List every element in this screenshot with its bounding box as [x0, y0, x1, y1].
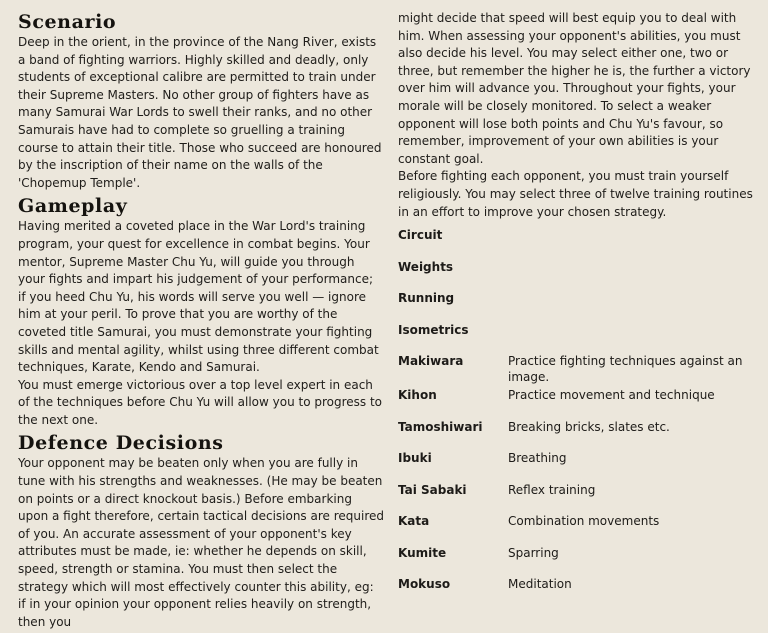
routine-row [398, 225, 756, 257]
routine-description: Practice movement and technique [508, 388, 715, 403]
defence-heading: Defence Decisions [18, 432, 224, 455]
routine-row [398, 385, 756, 417]
routine-description [508, 288, 756, 290]
routine-row [398, 288, 756, 320]
routine-name: Running [398, 291, 455, 306]
routine-description: Practice fighting techniques against an image. [508, 354, 743, 385]
routine-row [398, 448, 756, 480]
routine-description: Breathing [508, 451, 567, 466]
routine-name: Weights [398, 259, 454, 274]
routine-row [398, 574, 756, 606]
defence-text-part-1: Your opponent may be beaten only when you are fully in tune with his strengths and weaknesses. (He may be beaten on points or a direct knockout basis.) Before embarking upon a fight therefore, certain tactical decisions are required of you. An accurate assessment of your opponent's key attributes must be made, ie: whether he depends on skill, speed, strength or stamina. You must then select the strategy which will most effectively counter this ability, eg: if in your opinion your opponent relies heavily on strength, then you [18, 456, 384, 629]
gameplay-heading: Gameplay [18, 195, 128, 218]
routine-description [508, 225, 756, 227]
routine-description: Combination movements [508, 514, 660, 529]
scenario-section [18, 10, 384, 192]
routine-name: Isometrics [398, 322, 469, 337]
gameplay-text-1: Having merited a coveted place in the War Lord's training program, your quest for excellence in combat begins. Your mentor, Supreme Master Chu Yu, will guide you through your fights and impart his judgement of your performance; if you heed Chu Yu, his words will serve you well — ignore him at your peril. To prove that you are worthy of the coveted title Samurai, you must demonstrate your fighting skills and mental agility, whilst using three different combat techniques, Karate, Kendo and Samurai. [18, 219, 379, 375]
routine-row [398, 511, 756, 543]
routine-description: Sparring [508, 545, 559, 560]
routine-description: Reflex training [508, 482, 596, 497]
routine-row [398, 543, 756, 575]
routine-name: Tai Sabaki [398, 482, 467, 497]
routine-name: Makiwara [398, 354, 464, 369]
routine-row [398, 351, 756, 385]
right-column [398, 10, 756, 606]
routine-row [398, 257, 756, 289]
routine-description [508, 320, 756, 322]
routine-name: Kata [398, 514, 430, 529]
scenario-heading: Scenario [18, 11, 117, 33]
routine-description: Meditation [508, 577, 572, 592]
routine-description [508, 257, 756, 259]
routine-row [398, 417, 756, 449]
gameplay-text-2: You must emerge victorious over a top level expert in each of the techniques before Chu Yu will allow you to progress to the next one. [18, 377, 383, 427]
routine-name: Kumite [398, 545, 447, 560]
routine-description: Breaking bricks, slates etc. [508, 419, 670, 434]
defence-text-part-2: might decide that speed will best equip you to deal with him. When assessing your opponent's abilities, you must also decide his level. You may select either one, two or three, but remember the higher he is, the further a victory over him will advance you. Throughout your fights, your morale will be closely monitored. To select a weaker opponent will lose both points and Chu Yu's favour, so remember, improvement of your own abilities is your constant goal. [398, 11, 751, 166]
defence-section [18, 431, 384, 631]
routine-name: Circuit [398, 228, 443, 243]
routine-name: Tamoshiwari [398, 419, 483, 434]
gameplay-section [18, 194, 384, 429]
routine-name: Kihon [398, 388, 437, 403]
routine-name: Mokuso [398, 577, 451, 592]
left-column [18, 10, 384, 633]
routine-row [398, 480, 756, 512]
scenario-text: Deep in the orient, in the province of the Nang River, exists a band of fighting warriors. Highly skilled and deadly, only students of exceptional calibre are permitted to train under their Supreme Masters. No other group of fighters have as many Samurai War Lords to swell their ranks, and no other Samurais have had to complete so gruelling a training course to attain their title. Those who succeed are honoured by the inscription of their name on the walls of the 'Chopemup Temple'. [18, 35, 382, 190]
routine-row [398, 320, 756, 352]
routine-name: Ibuki [398, 451, 432, 466]
defence-text-training: Before fighting each opponent, you must train yourself religiously. You may select three of twelve training routines in an effort to improve your chosen strategy. [398, 169, 753, 219]
training-routines-list [398, 225, 756, 606]
